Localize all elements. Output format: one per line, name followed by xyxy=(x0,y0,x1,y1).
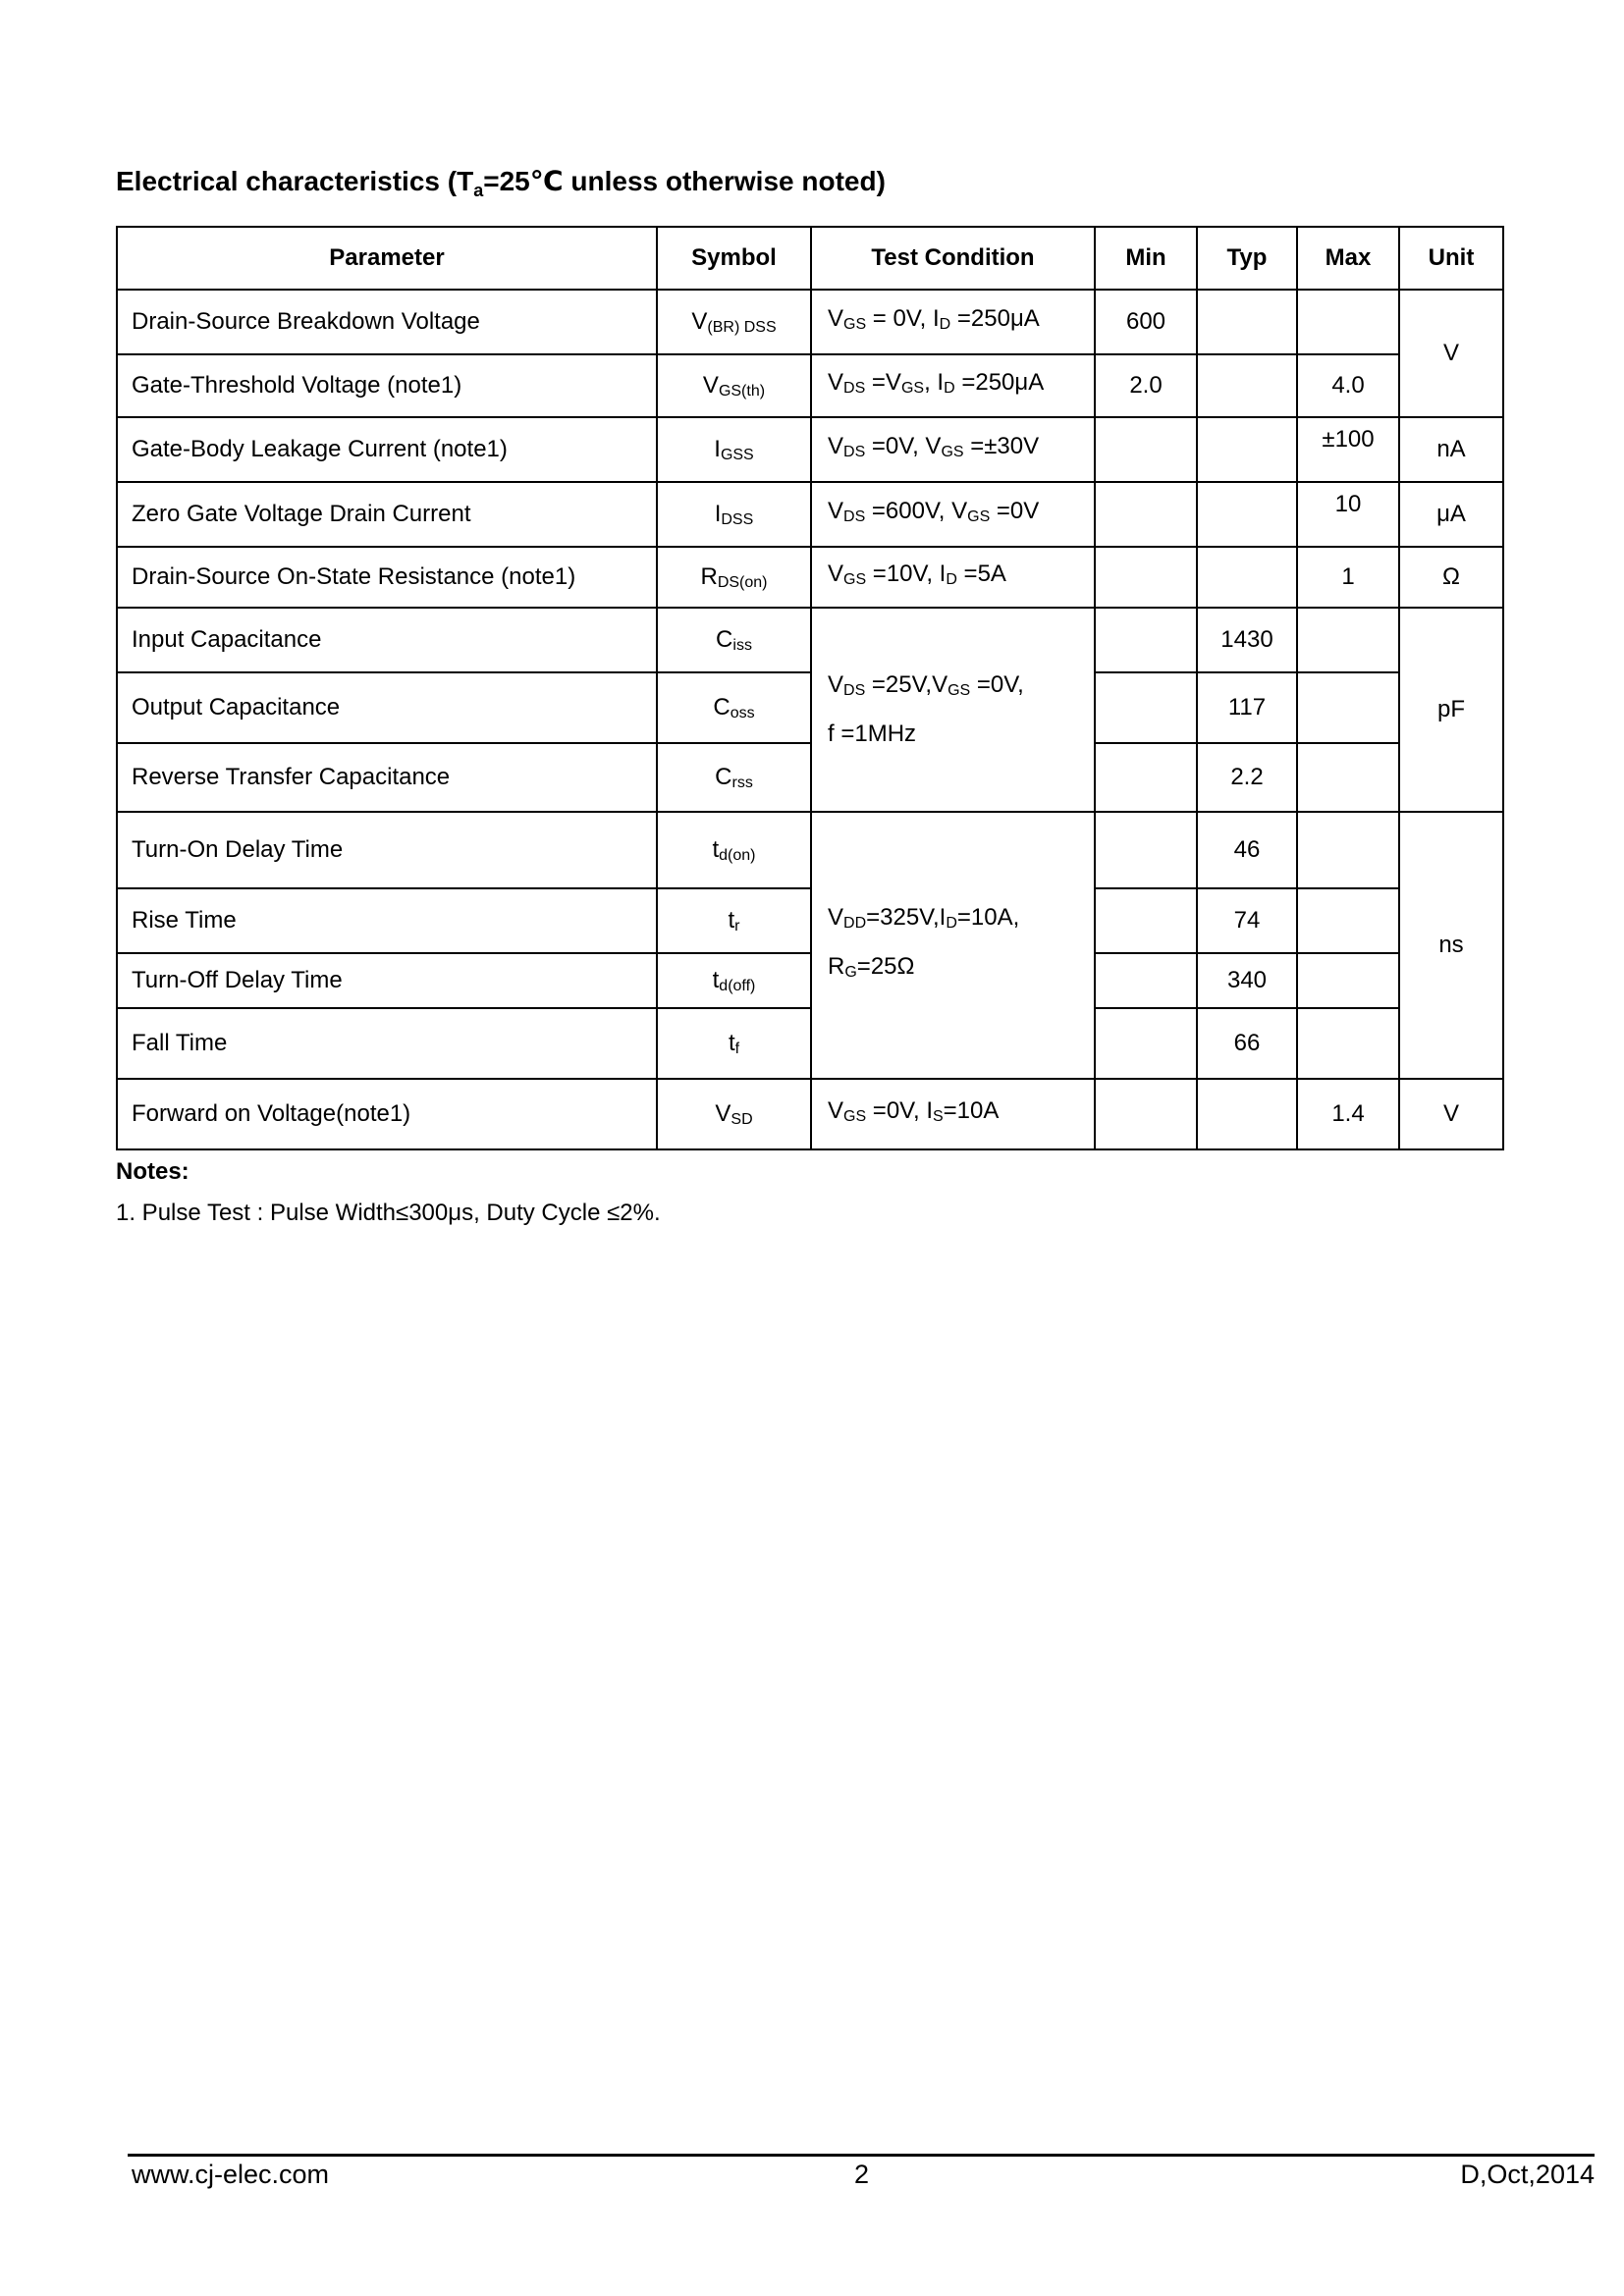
table-row xyxy=(117,417,1503,482)
typ-cell xyxy=(1197,1079,1297,1149)
min-cell xyxy=(1095,743,1197,812)
param-cell: Gate-Threshold Voltage (note1) xyxy=(117,354,657,417)
unit-cell: V xyxy=(1399,1079,1503,1149)
param-cell: Rise Time xyxy=(117,888,657,953)
min-cell xyxy=(1095,1008,1197,1079)
test-condition-cell: $V_{DS} =0V$, $V_{GS} =\pm 30V$ xyxy=(811,417,1095,482)
table-row xyxy=(117,1008,1503,1079)
table-row xyxy=(117,953,1503,1008)
min-cell: 600 xyxy=(1095,290,1197,354)
unit-cell: pF xyxy=(1399,608,1503,812)
symbol-cell: $t_{d(on)}$ xyxy=(657,812,811,888)
symbol-cell: $t_f$ xyxy=(657,1008,811,1079)
header-test-condition: Test Condition xyxy=(811,227,1095,290)
min-cell xyxy=(1095,888,1197,953)
test-condition-cell: $V_{DS} =V_{GS}$, $I_D =250\mu A$ xyxy=(811,354,1095,417)
table-row xyxy=(117,888,1503,953)
test-condition-cell: $V_{GS} =10V$, $I_D =5A$ xyxy=(811,547,1095,608)
max-cell: 1.4 xyxy=(1297,1079,1399,1149)
max-cell xyxy=(1297,608,1399,672)
test-condition-cell: $V_{DS} =600V$, $V_{GS} =0V$ xyxy=(811,482,1095,547)
param-cell: Drain-Source On-State Resistance (note1) xyxy=(117,547,657,608)
table-header-row xyxy=(117,227,1503,290)
min-cell xyxy=(1095,672,1197,743)
max-cell: 10 xyxy=(1297,482,1399,547)
table-row xyxy=(117,290,1503,354)
param-cell: Output Capacitance xyxy=(117,672,657,743)
param-cell: Turn-On Delay Time xyxy=(117,812,657,888)
table-row xyxy=(117,354,1503,417)
min-cell xyxy=(1095,812,1197,888)
table-row xyxy=(117,672,1503,743)
typ-cell xyxy=(1197,547,1297,608)
header-parameter: Parameter xyxy=(117,227,657,290)
min-cell xyxy=(1095,1079,1197,1149)
header-min: Min xyxy=(1095,227,1197,290)
typ-cell xyxy=(1197,354,1297,417)
table-row xyxy=(117,608,1503,672)
header-max: Max xyxy=(1297,227,1399,290)
max-cell xyxy=(1297,290,1399,354)
min-cell xyxy=(1095,547,1197,608)
symbol-cell: $R_{DS(on)}$ xyxy=(657,547,811,608)
max-cell xyxy=(1297,812,1399,888)
unit-cell: ns xyxy=(1399,812,1503,1079)
max-cell xyxy=(1297,672,1399,743)
unit-cell: μA xyxy=(1399,482,1503,547)
symbol-cell: $V_{(BR) DSS}$ xyxy=(657,290,811,354)
test-condition-cell: $V_{GS} = 0V$, $I_D =250\mu A$ xyxy=(811,290,1095,354)
max-cell: ±100 xyxy=(1297,417,1399,482)
test-condition-cell: $V_{DS} =25V,V_{GS} =0V$, f =1MHz xyxy=(811,608,1095,812)
max-cell xyxy=(1297,1008,1399,1079)
typ-cell: 46 xyxy=(1197,812,1297,888)
header-typ: Typ xyxy=(1197,227,1297,290)
param-cell: Gate-Body Leakage Current (note1) xyxy=(117,417,657,482)
table-row xyxy=(117,812,1503,888)
unit-cell: Ω xyxy=(1399,547,1503,608)
footer-revision: D,Oct,2014 xyxy=(1460,2160,1595,2189)
note-item: 1. Pulse Test : Pulse Width≤300μs, Duty Cycle ≤2%. xyxy=(116,1200,661,1226)
min-cell xyxy=(1095,953,1197,1008)
symbol-cell: $C_{oss}$ xyxy=(657,672,811,743)
typ-cell: 1430 xyxy=(1197,608,1297,672)
typ-cell xyxy=(1197,290,1297,354)
section-heading: Electrical characteristics ($T_a=25℃$ unless otherwise noted) xyxy=(116,166,886,200)
header-symbol: Symbol xyxy=(657,227,811,290)
table-row xyxy=(117,743,1503,812)
max-cell xyxy=(1297,743,1399,812)
test-condition-cell: $V_{DD}=325V,I_D=10A$, $R_G=25\Omega$ xyxy=(811,812,1095,1079)
footer-website: www.cj-elec.com xyxy=(132,2160,330,2189)
typ-cell: 340 xyxy=(1197,953,1297,1008)
min-cell xyxy=(1095,417,1197,482)
param-cell: Input Capacitance xyxy=(117,608,657,672)
param-cell: Drain-Source Breakdown Voltage xyxy=(117,290,657,354)
symbol-cell: $I_{DSS}$ xyxy=(657,482,811,547)
unit-cell: nA xyxy=(1399,417,1503,482)
max-cell xyxy=(1297,953,1399,1008)
symbol-cell: $C_{iss}$ xyxy=(657,608,811,672)
symbol-cell: $V_{SD}$ xyxy=(657,1079,811,1149)
typ-cell: 117 xyxy=(1197,672,1297,743)
typ-cell: 66 xyxy=(1197,1008,1297,1079)
unit-cell: V xyxy=(1399,290,1503,417)
electrical-characteristics-table xyxy=(116,226,1504,1150)
typ-cell: 2.2 xyxy=(1197,743,1297,812)
param-cell: Reverse Transfer Capacitance xyxy=(117,743,657,812)
typ-cell xyxy=(1197,482,1297,547)
table-row xyxy=(117,1079,1503,1149)
header-unit: Unit xyxy=(1399,227,1503,290)
symbol-cell: $V_{GS(th)}$ xyxy=(657,354,811,417)
typ-cell xyxy=(1197,417,1297,482)
param-cell: Fall Time xyxy=(117,1008,657,1079)
symbol-cell: $C_{rss}$ xyxy=(657,743,811,812)
param-cell: Turn-Off Delay Time xyxy=(117,953,657,1008)
notes-title: Notes: xyxy=(116,1158,189,1185)
footer-page-number: 2 xyxy=(854,2160,870,2189)
table-row xyxy=(117,482,1503,547)
test-condition-cell: $V_{GS} =0V$, $I_S=10A$ xyxy=(811,1079,1095,1149)
min-cell xyxy=(1095,608,1197,672)
min-cell: 2.0 xyxy=(1095,354,1197,417)
footer-divider xyxy=(128,2154,1595,2157)
max-cell xyxy=(1297,888,1399,953)
symbol-cell: $I_{GSS}$ xyxy=(657,417,811,482)
typ-cell: 74 xyxy=(1197,888,1297,953)
symbol-cell: $t_r$ xyxy=(657,888,811,953)
symbol-cell: $t_{d(off)}$ xyxy=(657,953,811,1008)
min-cell xyxy=(1095,482,1197,547)
param-cell: Forward on Voltage(note1) xyxy=(117,1079,657,1149)
max-cell: 4.0 xyxy=(1297,354,1399,417)
max-cell: 1 xyxy=(1297,547,1399,608)
param-cell: Zero Gate Voltage Drain Current xyxy=(117,482,657,547)
table-row xyxy=(117,547,1503,608)
